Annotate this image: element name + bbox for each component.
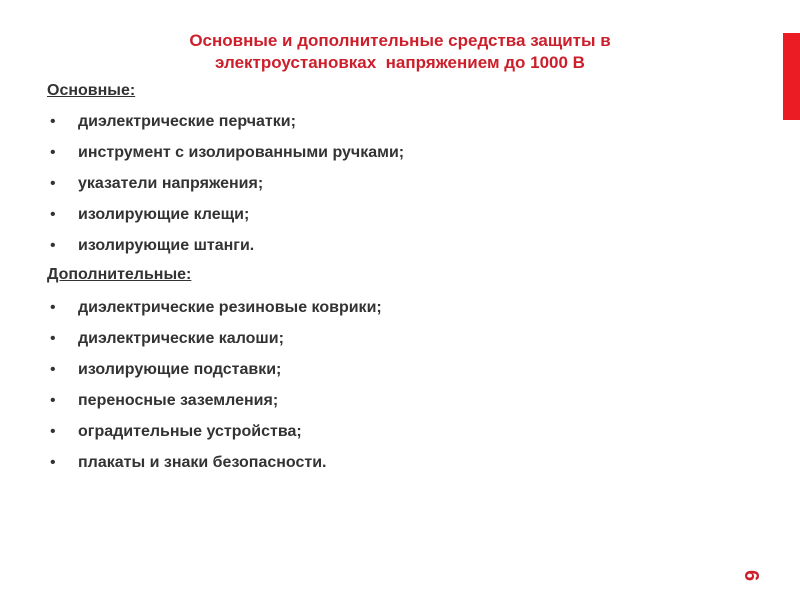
list-item-text: изолирующие клещи; xyxy=(78,206,250,223)
list-item xyxy=(47,236,404,267)
list-item xyxy=(47,143,404,174)
list-item xyxy=(47,112,404,143)
list-item-text: диэлектрические резиновые коврики; xyxy=(78,299,382,316)
list-item xyxy=(47,391,382,422)
bullet-icon: • xyxy=(50,237,56,254)
list-item xyxy=(47,329,382,360)
bullet-icon: • xyxy=(50,206,56,223)
accent-bar xyxy=(783,33,800,120)
bullet-icon: • xyxy=(50,361,56,378)
list-item-text: указатели напряжения; xyxy=(78,175,264,192)
page-number: 6 xyxy=(740,570,762,582)
list-item-text: диэлектрические калоши; xyxy=(78,330,284,347)
list-item-text: плакаты и знаки безопасности. xyxy=(78,454,327,471)
bullet-icon: • xyxy=(50,299,56,316)
list-item-text: изолирующие подставки; xyxy=(78,361,282,378)
list-item xyxy=(47,422,382,453)
bullet-icon: • xyxy=(50,175,56,192)
list-item xyxy=(47,205,404,236)
list-item-text: изолирующие штанги. xyxy=(78,237,255,254)
list-item-text: оградительные устройства; xyxy=(78,423,302,440)
list-item xyxy=(47,298,382,329)
list-item-text: инструмент с изолированными ручками; xyxy=(78,144,405,161)
bullet-icon: • xyxy=(50,392,56,409)
additional-means-list xyxy=(47,298,382,484)
slide-title xyxy=(110,30,690,74)
list-item xyxy=(47,360,382,391)
basic-means-list xyxy=(47,112,404,267)
bullet-icon: • xyxy=(50,330,56,347)
bullet-icon: • xyxy=(50,423,56,440)
section-heading-additional: Дополнительные: xyxy=(47,266,192,283)
slide-title-line-1: Основные и дополнительные средства защиты в xyxy=(189,31,611,50)
list-item-text: переносные заземления; xyxy=(78,392,279,409)
list-item xyxy=(47,174,404,205)
list-item xyxy=(47,453,382,484)
bullet-icon: • xyxy=(50,454,56,471)
slide-title-line-2: электроустановках напряжением до 1000 В xyxy=(215,53,585,72)
list-item-text: диэлектрические перчатки; xyxy=(78,113,296,130)
bullet-icon: • xyxy=(50,113,56,130)
bullet-icon: • xyxy=(50,144,56,161)
section-heading-basic: Основные: xyxy=(47,82,136,99)
